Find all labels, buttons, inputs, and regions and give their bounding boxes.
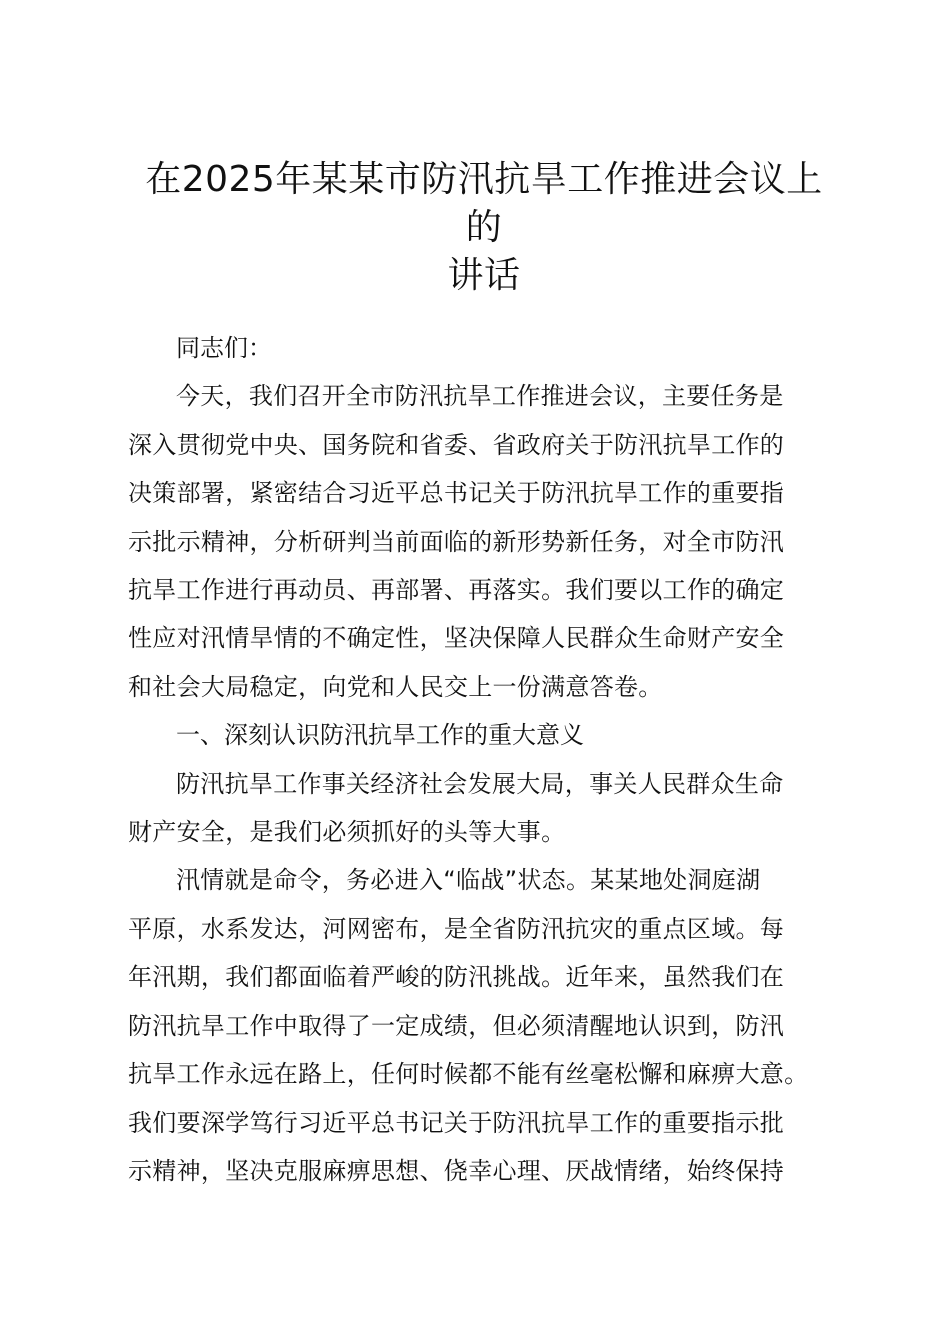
paragraph-line: 抗旱工作永远在路上，任何时候都不能有丝毫松懈和麻痹大意。	[128, 1060, 809, 1089]
title-line-2: 讲话	[447, 255, 521, 296]
salutation: 同志们：	[176, 334, 272, 362]
paragraph-line: 性应对汛情旱情的不确定性，坚决保障人民群众生命财产安全	[128, 624, 785, 653]
paragraph-flood-situation	[128, 856, 840, 1195]
paragraph-line: 和社会大局稳定，向党和人民交上一份满意答卷。	[128, 672, 663, 701]
paragraph-line: 示精神，坚决克服麻痹思想、侥幸心理、厌战情绪，始终保持	[128, 1156, 785, 1185]
paragraph-line: 防汛抗旱工作中取得了一定成绩，但必须清醒地认识到，防汛	[128, 1011, 785, 1040]
title-line-1: 在2025年某某市防汛抗旱工作推进会议上的	[145, 159, 823, 248]
paragraph-line: 抗旱工作进行再动员、再部署、再落实。我们要以工作的确定	[128, 576, 785, 605]
paragraph-line: 平原，水系发达，河网密布，是全省防汛抗灾的重点区域。每	[128, 914, 785, 943]
paragraph-line: 决策部署，紧密结合习近平总书记关于防汛抗旱工作的重要指	[128, 479, 785, 508]
paragraph-line: 年汛期，我们都面临着严峻的防汛挑战。近年来，虽然我们在	[128, 963, 785, 992]
paragraph-line: 财产安全，是我们必须抓好的头等大事。	[128, 818, 566, 847]
paragraph-line: 示批示精神，分析研判当前面临的新形势新任务，对全市防汛	[128, 527, 785, 556]
document-body	[128, 156, 840, 1195]
paragraph-line: 深入贯彻党中央、国务院和省委、省政府关于防汛抗旱工作的	[128, 430, 785, 459]
paragraph-significance	[128, 760, 840, 857]
document-title	[128, 156, 840, 300]
paragraph-line: 防汛抗旱工作事关经济社会发展大局，事关人民群众生命	[176, 769, 784, 798]
paragraph-line: 汛情就是命令，务必进入“临战”状态。某某地处洞庭湖	[176, 866, 761, 895]
paragraph-intro	[128, 372, 840, 711]
paragraph-line: 今天，我们召开全市防汛抗旱工作推进会议，主要任务是	[176, 382, 784, 411]
section-heading: 一、深刻认识防汛抗旱工作的重大意义	[176, 721, 584, 750]
paragraph-line: 我们要深学笃行习近平总书记关于防汛抗旱工作的重要指示批	[128, 1108, 785, 1137]
